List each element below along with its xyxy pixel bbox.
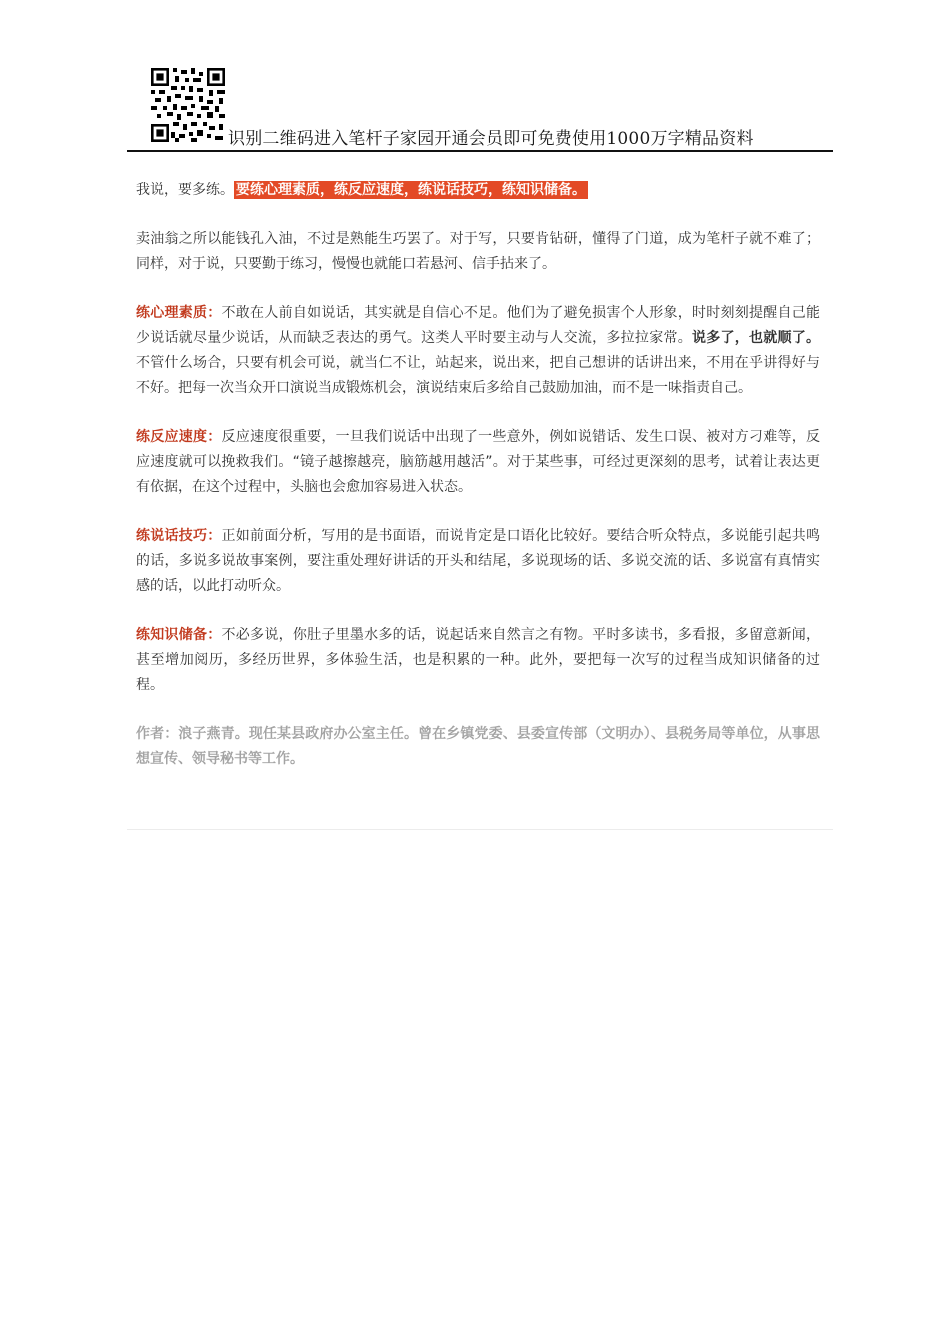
reaction-text: 反应速度很重要，一旦我们说话中出现了一些意外，例如说错话、发生口误、被对方刁难等，反应速度就可以挽救我们。“镜子越擦越亮，脑筋越用越活”。对于某些事，可经过更深刻的思考，试着让表达更有依据，在这个过程中，头脑也会愈加容易进入状态。 bbox=[136, 429, 821, 495]
paragraph-speaking bbox=[136, 524, 820, 599]
paragraph-knowledge bbox=[136, 623, 820, 698]
psychology-text-2: 不管什么场合，只要有机会可说，就当仁不让，站起来，说出来，把自己想讲的话讲出来，不用在乎讲得好与不好。把每一次当众开口演说当成锻炼机会，演说结束后多给自己鼓励加油，而不是一味指责自己。 bbox=[136, 355, 820, 396]
section-lead-reaction: 练反应速度： bbox=[136, 429, 222, 445]
knowledge-text: 不必多说，你肚子里墨水多的话，说起话来自然言之有物。平时多读书，多看报，多留意新闻，甚至增加阅历，多经历世界，多体验生活，也是积累的一种。此外，要把每一次写的过程当成知识储备的过程。 bbox=[136, 627, 821, 693]
speaking-text: 正如前面分析，写用的是书面语，而说肯定是口语化比较好。要结合听众特点，多说能引起共鸣的话，多说多说故事案例，要注重处理好讲话的开头和结尾，多说现场的话、多说交流的话、多说富有真情实感的话，以此打动听众。 bbox=[136, 528, 821, 594]
section-lead-speaking: 练说话技巧： bbox=[136, 528, 222, 544]
header-divider bbox=[127, 150, 833, 152]
paragraph-psychology bbox=[136, 301, 820, 401]
psychology-text-1: 不敢在人前自如说话，其实就是自信心不足。他们为了避免损害个人形象，时时刻刻提醒自己能少说话就尽量少说话，从而缺乏表达的勇气。这类人平时要主动与人交流，多拉拉家常。 bbox=[136, 305, 821, 346]
section-lead-knowledge: 练知识储备： bbox=[136, 627, 222, 643]
qr-code-icon[interactable] bbox=[151, 68, 225, 142]
highlight-text: 要练心理素质，练反应速度，练说话技巧，练知识储备。 bbox=[236, 182, 586, 198]
intro-text: 我说，要多练。 bbox=[136, 182, 234, 198]
page-header bbox=[127, 68, 833, 152]
promo-banner-text: 识别二维码进入笔杆子家园开通会员即可免费使用1000万字精品资料 bbox=[228, 129, 754, 149]
footer-divider bbox=[127, 829, 833, 830]
bold-phrase: 说多了，也就顺了。 bbox=[691, 330, 821, 346]
section-lead-psychology: 练心理素质： bbox=[136, 305, 222, 321]
paragraph-reaction bbox=[136, 425, 820, 500]
paragraph-intro bbox=[136, 178, 820, 203]
paragraph-analogy: 卖油翁之所以能钱孔入油，不过是熟能生巧罢了。对于写，只要肯钻研，懂得了门道，成为笔杆子就不难了；同样，对于说，只要勤于练习，慢慢也就能口若悬河、信手拈来了。 bbox=[136, 231, 820, 272]
article-body bbox=[136, 178, 820, 796]
author-bio: 作者：浪子燕青。现任某县政府办公室主任。曾在乡镇党委、县委宣传部（文明办）、县税务局等单位，从事思想宣传、领导秘书等工作。 bbox=[136, 726, 820, 767]
